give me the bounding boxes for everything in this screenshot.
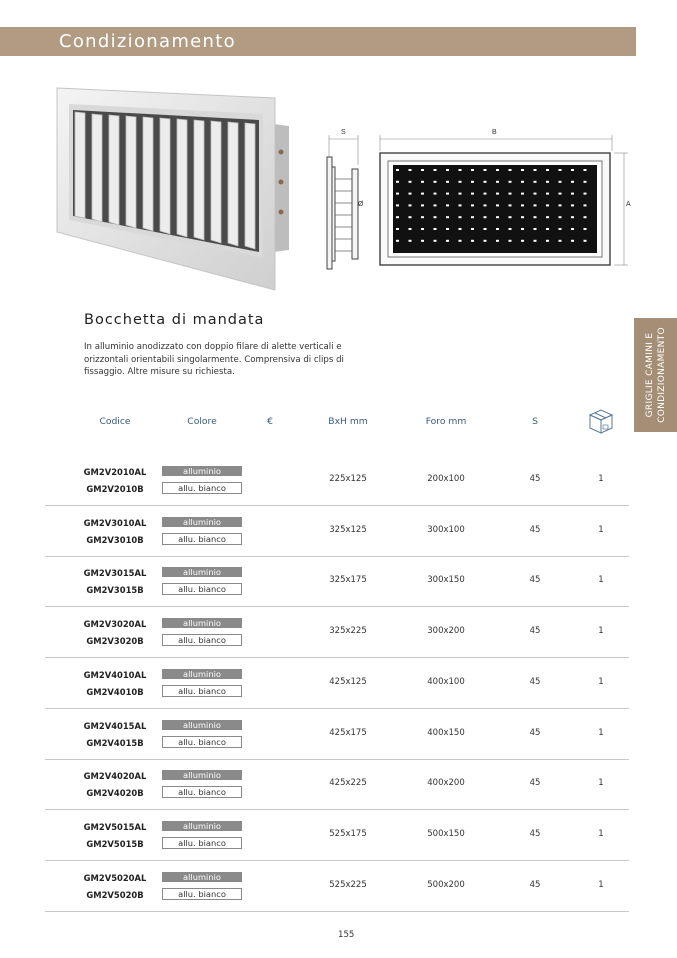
color-swatch-white: allu. bianco bbox=[162, 736, 242, 748]
louvre-gap bbox=[584, 181, 587, 183]
color-swatch-aluminium: alluminio bbox=[162, 567, 242, 577]
louvre-gap bbox=[459, 228, 462, 230]
cell-hole: 300x150 bbox=[427, 575, 465, 586]
louvre-gap bbox=[471, 169, 474, 171]
louvre-gap bbox=[396, 193, 399, 195]
louvre-gap bbox=[509, 204, 512, 206]
cell-qty: 1 bbox=[598, 828, 604, 839]
louvre-gap bbox=[571, 193, 574, 195]
louvre-gap bbox=[546, 216, 549, 218]
louvre-gap bbox=[471, 228, 474, 230]
louvre-gap bbox=[471, 181, 474, 183]
cell-qty: 1 bbox=[598, 626, 604, 637]
cell-s: 45 bbox=[529, 727, 541, 738]
code-white: GM2V4020B bbox=[86, 788, 144, 799]
color-swatch-white: allu. bianco bbox=[162, 482, 242, 494]
louvre-gap bbox=[446, 181, 449, 183]
louvre-gap bbox=[584, 204, 587, 206]
technical-drawing bbox=[318, 125, 648, 275]
louvre-gap bbox=[409, 181, 412, 183]
louvre-gap bbox=[471, 204, 474, 206]
louvre-gap bbox=[434, 216, 437, 218]
louvre-gap bbox=[559, 228, 562, 230]
code-white: GM2V5020B bbox=[86, 889, 144, 900]
louvre-gap bbox=[409, 216, 412, 218]
louvre-gap bbox=[459, 193, 462, 195]
louvre-gap bbox=[546, 181, 549, 183]
louvre-gap bbox=[434, 228, 437, 230]
louvre-gap bbox=[571, 169, 574, 171]
louvre-gap bbox=[559, 169, 562, 171]
louvre-gap bbox=[434, 240, 437, 242]
louvre-gap bbox=[534, 193, 537, 195]
louvre-gap bbox=[509, 216, 512, 218]
code-white: GM2V2010B bbox=[86, 484, 144, 494]
cell-hole: 200x100 bbox=[427, 474, 465, 484]
cell-s: 45 bbox=[529, 676, 541, 687]
louvre-gap bbox=[496, 204, 499, 206]
code-aluminium: GM2V3015AL bbox=[83, 568, 147, 579]
code-white: GM2V4010B bbox=[86, 686, 144, 697]
louvre-gap bbox=[409, 169, 412, 171]
louvre-gap bbox=[496, 169, 499, 171]
louvre-gap bbox=[521, 216, 524, 218]
louvre-gap bbox=[471, 193, 474, 195]
louvre-gap bbox=[446, 216, 449, 218]
dim-label-b: B bbox=[492, 129, 497, 136]
louvre-gap bbox=[559, 216, 562, 218]
louvre-gap bbox=[396, 169, 399, 171]
color-swatch-aluminium: alluminio bbox=[162, 466, 242, 476]
section-header-bar bbox=[0, 27, 636, 56]
louvre-gap bbox=[484, 204, 487, 206]
louvre-gap bbox=[559, 204, 562, 206]
col-header-s: S bbox=[532, 416, 538, 427]
cell-qty: 1 bbox=[598, 474, 604, 484]
louvre-gap bbox=[546, 169, 549, 171]
color-swatch-aluminium: alluminio bbox=[162, 618, 242, 628]
louvre-gap bbox=[521, 193, 524, 195]
product-photo bbox=[55, 82, 295, 297]
louvre-gap bbox=[584, 169, 587, 171]
louvre-gap bbox=[546, 193, 549, 195]
louvre-gap bbox=[559, 193, 562, 195]
color-swatch-white: allu. bianco bbox=[162, 888, 242, 900]
louvre-gap bbox=[459, 216, 462, 218]
louvre-gap bbox=[484, 193, 487, 195]
cell-qty: 1 bbox=[598, 524, 604, 535]
louvre-gap bbox=[571, 228, 574, 230]
cell-bxh: 425x225 bbox=[329, 778, 367, 789]
louvre-gap bbox=[521, 228, 524, 230]
louvre-gap bbox=[584, 240, 587, 242]
row-divider bbox=[45, 911, 629, 912]
louvre-gap bbox=[396, 216, 399, 218]
louvre-gap bbox=[484, 216, 487, 218]
code-white: GM2V3015B bbox=[86, 585, 144, 596]
louvre-gap bbox=[421, 181, 424, 183]
cell-bxh: 525x175 bbox=[329, 828, 367, 839]
louvre-gap bbox=[509, 240, 512, 242]
color-swatch-white: allu. bianco bbox=[162, 634, 242, 646]
louvre-gap bbox=[396, 228, 399, 230]
cell-bxh: 325x125 bbox=[329, 524, 367, 535]
louvre-gap bbox=[471, 216, 474, 218]
code-aluminium: GM2V2010AL bbox=[83, 467, 147, 477]
louvre-gap bbox=[571, 181, 574, 183]
cell-qty: 1 bbox=[598, 778, 604, 789]
louvre-gap bbox=[584, 216, 587, 218]
louvre-gap bbox=[534, 216, 537, 218]
louvre-gap bbox=[484, 240, 487, 242]
cell-bxh: 325x175 bbox=[329, 575, 367, 586]
louvre-gap bbox=[459, 204, 462, 206]
cell-bxh: 425x125 bbox=[329, 676, 367, 687]
color-swatch-white: allu. bianco bbox=[162, 786, 242, 798]
col-header-price: € bbox=[267, 416, 273, 427]
cell-bxh: 525x225 bbox=[329, 879, 367, 890]
table-row[interactable] bbox=[45, 862, 629, 912]
color-swatch-aluminium: alluminio bbox=[162, 770, 242, 780]
louvre-gap bbox=[496, 228, 499, 230]
louvre-gap bbox=[534, 240, 537, 242]
col-header-code: Codice bbox=[99, 416, 131, 427]
louvre-gap bbox=[509, 181, 512, 183]
side-category-tab[interactable] bbox=[634, 318, 677, 432]
code-white: GM2V5015B bbox=[86, 838, 144, 849]
section-title: Condizionamento bbox=[59, 31, 236, 52]
louvre-gap bbox=[459, 181, 462, 183]
table-row[interactable] bbox=[45, 760, 629, 810]
side-tab-label bbox=[644, 327, 668, 423]
louvre-gap bbox=[446, 193, 449, 195]
louvre-gap bbox=[409, 228, 412, 230]
louvre-gap bbox=[584, 193, 587, 195]
louvre-gap bbox=[459, 240, 462, 242]
louvre-gap bbox=[496, 193, 499, 195]
table-row[interactable] bbox=[45, 710, 629, 760]
louvre-gap bbox=[571, 240, 574, 242]
louvre-gap bbox=[421, 240, 424, 242]
table-row[interactable] bbox=[45, 557, 629, 607]
code-aluminium: GM2V5020AL bbox=[83, 872, 147, 883]
cell-s: 45 bbox=[529, 828, 541, 839]
louvre-gap bbox=[509, 169, 512, 171]
louvre-gap bbox=[396, 204, 399, 206]
louvre-gap bbox=[534, 169, 537, 171]
louvre-gap bbox=[446, 240, 449, 242]
louvre-gap bbox=[571, 216, 574, 218]
louvre-gap bbox=[421, 204, 424, 206]
louvre-gap bbox=[496, 240, 499, 242]
cell-qty: 1 bbox=[598, 727, 604, 738]
cell-s: 45 bbox=[529, 778, 541, 789]
table-row[interactable] bbox=[45, 608, 629, 658]
louvre-gap bbox=[584, 228, 587, 230]
cell-hole: 400x150 bbox=[427, 727, 465, 738]
color-swatch-white: allu. bianco bbox=[162, 685, 242, 697]
louvre-gap bbox=[434, 169, 437, 171]
louvre-gap bbox=[421, 169, 424, 171]
louvre-gap bbox=[421, 193, 424, 195]
louvre-gap bbox=[534, 228, 537, 230]
louvre-gap bbox=[484, 169, 487, 171]
code-white: GM2V4015B bbox=[86, 737, 144, 748]
louvre-gap bbox=[409, 240, 412, 242]
louvre-gap bbox=[434, 204, 437, 206]
table-row[interactable] bbox=[45, 456, 629, 506]
col-header-hole: Foro mm bbox=[425, 416, 467, 427]
cell-s: 45 bbox=[529, 626, 541, 637]
louvre-gap bbox=[534, 204, 537, 206]
color-swatch-white: allu. bianco bbox=[162, 583, 242, 595]
table-row[interactable] bbox=[45, 659, 629, 709]
page-number: 155 bbox=[338, 930, 355, 940]
louvre-gap bbox=[546, 240, 549, 242]
louvre-gap bbox=[546, 204, 549, 206]
louvre-gap bbox=[521, 240, 524, 242]
cell-qty: 1 bbox=[598, 676, 604, 687]
color-swatch-aluminium: alluminio bbox=[162, 821, 242, 831]
color-swatch-aluminium: alluminio bbox=[162, 669, 242, 679]
cell-qty: 1 bbox=[598, 575, 604, 586]
louvre-gap bbox=[409, 193, 412, 195]
side-tab-line1: GRIGLIE CAMINI E bbox=[644, 332, 655, 418]
louvre-gap bbox=[521, 204, 524, 206]
cell-bxh: 225x125 bbox=[329, 474, 367, 484]
cell-s: 45 bbox=[529, 474, 541, 484]
louvre-gap bbox=[496, 181, 499, 183]
cell-s: 45 bbox=[529, 524, 541, 535]
louvre-gap bbox=[571, 204, 574, 206]
louvre-gap bbox=[446, 228, 449, 230]
code-aluminium: GM2V4020AL bbox=[83, 771, 147, 782]
product-description: In alluminio anodizzato con doppio filare di alette verticali e orizzontali orientabili singolarmente. Comprensiva di clips di fissaggio. Altre misure su richiesta. bbox=[84, 342, 344, 377]
louvre-gap bbox=[559, 240, 562, 242]
color-swatch-aluminium: alluminio bbox=[162, 720, 242, 730]
dim-label-diameter: Ø bbox=[358, 201, 364, 208]
code-aluminium: GM2V3010AL bbox=[83, 517, 147, 528]
louvre-gap bbox=[396, 181, 399, 183]
cell-hole: 500x200 bbox=[427, 879, 465, 890]
louvre-gap bbox=[421, 228, 424, 230]
louvre-gap bbox=[471, 240, 474, 242]
louvre-gap bbox=[459, 169, 462, 171]
cell-s: 45 bbox=[529, 879, 541, 890]
color-swatch-aluminium: alluminio bbox=[162, 517, 242, 527]
louvre-gap bbox=[421, 216, 424, 218]
louvre-gap bbox=[484, 228, 487, 230]
louvre-gap bbox=[509, 193, 512, 195]
product-title: Bocchetta di mandata bbox=[84, 312, 265, 328]
dim-label-a: A bbox=[626, 201, 631, 208]
louvre-gap bbox=[559, 181, 562, 183]
louvre-gap bbox=[434, 193, 437, 195]
cell-bxh: 325x225 bbox=[329, 626, 367, 637]
cell-hole: 400x200 bbox=[427, 778, 465, 789]
code-aluminium: GM2V3020AL bbox=[83, 619, 147, 630]
dim-label-s: S bbox=[341, 129, 346, 136]
louvre-gap bbox=[396, 240, 399, 242]
cell-hole: 300x100 bbox=[427, 524, 465, 535]
color-swatch-aluminium: alluminio bbox=[162, 872, 242, 882]
table-row[interactable] bbox=[45, 507, 629, 557]
code-aluminium: GM2V4010AL bbox=[83, 669, 147, 680]
louvre-gap bbox=[409, 204, 412, 206]
cell-hole: 500x150 bbox=[427, 828, 465, 839]
cell-hole: 400x100 bbox=[427, 676, 465, 687]
code-aluminium: GM2V5015AL bbox=[83, 821, 147, 832]
code-white: GM2V3010B bbox=[86, 534, 144, 545]
col-header-color: Colore bbox=[187, 416, 217, 427]
code-aluminium: GM2V4015AL bbox=[83, 720, 147, 731]
table-row[interactable] bbox=[45, 811, 629, 861]
louvre-gap bbox=[496, 216, 499, 218]
cell-hole: 300x200 bbox=[427, 626, 465, 637]
side-tab-line2: CONDIZIONAMENTO bbox=[656, 327, 667, 423]
code-white: GM2V3020B bbox=[86, 636, 144, 647]
louvre-gap bbox=[546, 228, 549, 230]
color-swatch-white: allu. bianco bbox=[162, 837, 242, 849]
color-swatch-white: allu. bianco bbox=[162, 533, 242, 545]
cell-s: 45 bbox=[529, 575, 541, 586]
louvre-gap bbox=[446, 204, 449, 206]
louvre-gap bbox=[446, 169, 449, 171]
louvre-gap bbox=[534, 181, 537, 183]
cell-bxh: 425x175 bbox=[329, 727, 367, 738]
cell-qty: 1 bbox=[598, 879, 604, 890]
louvre-gap bbox=[484, 181, 487, 183]
louvre-gap bbox=[521, 169, 524, 171]
col-header-bxh: BxH mm bbox=[328, 416, 368, 427]
box-icon bbox=[586, 407, 616, 435]
louvre-gap bbox=[509, 228, 512, 230]
louvre-gap bbox=[521, 181, 524, 183]
louvre-gap bbox=[434, 181, 437, 183]
